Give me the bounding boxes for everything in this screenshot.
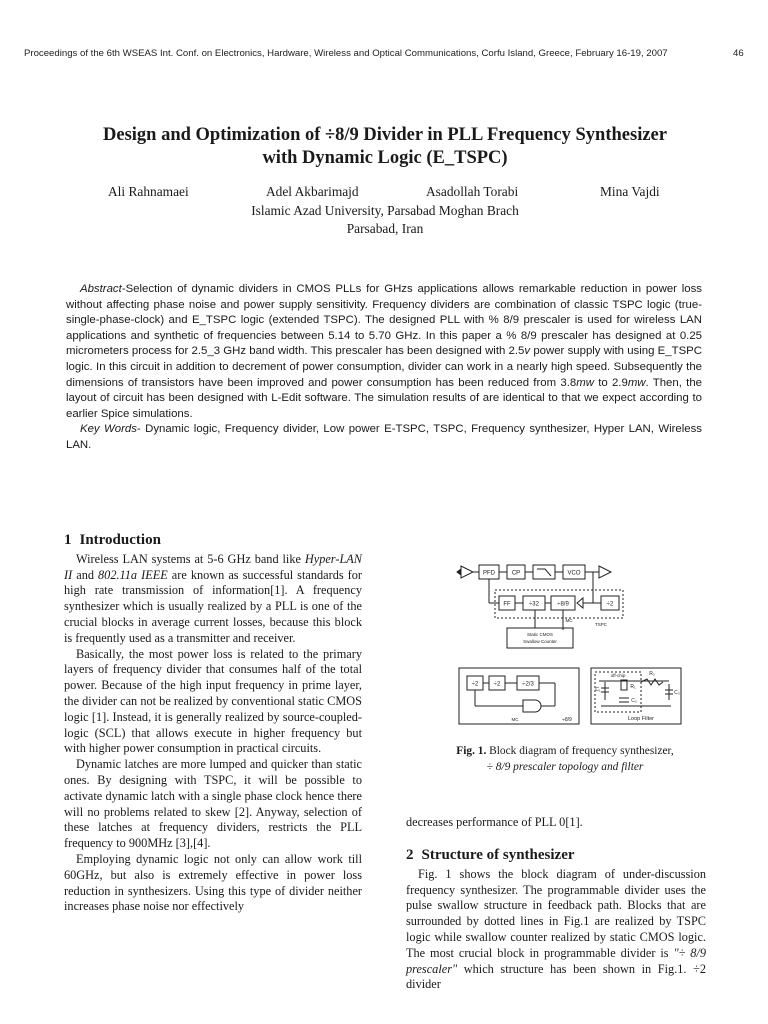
label-counter-2: Swallow Counter <box>523 639 557 644</box>
label-loop-filter: Loop Filter <box>628 716 654 722</box>
keywords-label: Key Words <box>80 423 137 436</box>
label-ff: FF <box>503 601 511 608</box>
keywords-paragraph <box>66 422 702 453</box>
intro-paragraph-3: Dynamic latches are more lumped and quicker than static ones. By designing with TSPC, it will be possible to activate dynamic latch with a single phase clock hence there will no problems related to skew [2]. Anyway, selection of these latches at frequency dividers, restricts the PLL frequency to 900MHz [3],[4]. <box>64 757 362 851</box>
label-pre-div2a: ÷2 <box>471 681 479 688</box>
label-vco: VCO <box>567 570 581 577</box>
intro-paragraph-4: Employing dynamic logic not only can allow work till 60GHz, but also is extremely effective in power loss reduction in synthesizers. Using this type of divider neither increases phase noise nor effectively <box>64 851 362 914</box>
label-r2: R₂ <box>649 671 655 677</box>
structure-paragraph-1: Fig. 1 shows the block diagram of under-discussion frequency synthesizer. The programmable divider uses the pulse swallow structure in feedback path. Blocks that are surrounded by dotted lines in Fig.1 are realized by TSPC logic while swallow counter realized by static CMOS logic. The most crucial block in programmable divider is "÷ 8/9 prescaler" which structure has been shown in Fig.1. ÷2 divider <box>406 866 706 992</box>
title-line-2: with Dynamic Logic (E_TSPC) <box>262 148 508 168</box>
block-diagram <box>455 560 685 730</box>
author-2: Adel Akbarimajd <box>266 184 359 199</box>
affiliation-line-1: Islamic Azad University, Parsabad Moghan Brach <box>251 203 519 218</box>
label-pre-div23: ÷2/3 <box>522 681 534 688</box>
right-column-section-2 <box>406 848 706 993</box>
reference-amplifier-symbol <box>461 566 473 578</box>
label-cp: CP <box>511 570 521 577</box>
label-c1: C₁ <box>595 687 601 693</box>
abstract <box>66 282 702 454</box>
section-2-heading: 2 Structure of synthesizer <box>406 847 575 863</box>
label-div2: ÷2 <box>606 601 614 608</box>
keywords-list: - Dynamic logic, Frequency divider, Low power E-TSPC, TSPC, Frequency synthesizer, Hyper LAN, Wireless LAN. <box>66 423 702 451</box>
page-number: 46 <box>733 48 744 59</box>
title-line-1: Design and Optimization of ÷8/9 Divider in PLL Frequency Synthesizer <box>103 125 667 145</box>
caption-text: Block diagram of frequency synthesizer, <box>486 745 674 757</box>
author-3: Asadollah Torabi <box>426 184 519 199</box>
label-r1: R₁ <box>630 684 636 690</box>
buffer-symbol <box>577 598 583 608</box>
section-1-heading: 1 Introduction <box>64 532 161 548</box>
figure-1 <box>455 560 685 730</box>
label-div32: ÷32 <box>529 601 539 608</box>
left-column <box>64 533 362 915</box>
label-pre-tag: ÷8/9 <box>562 717 572 723</box>
label-mc: MC <box>565 618 573 623</box>
intro-paragraph-2: Basically, the most power loss is related to the primary layers of frequency divider that consumes half of the total power. Because of the high input frequency in prime layer, the divider can not be realized by conventional static CMOS logic [1]. Instead, it is generally realized by source-coupled-logic (SCL) that allows execute in higher frequency but with higher power consumption in practical circuits. <box>64 646 362 756</box>
label-c3: C₃ <box>674 690 680 696</box>
right-continuation: decreases performance of PLL 0[1]. <box>406 815 583 829</box>
author-1: Ali Rahnamaei <box>108 184 189 199</box>
abstract-label: Abstract- <box>80 283 126 295</box>
label-pre-div2b: ÷2 <box>493 681 501 688</box>
label-pre-mc: MC <box>511 717 519 722</box>
filter-block <box>533 565 555 579</box>
intro-paragraph-1: Wireless LAN systems at 5-6 GHz band like Hyper-LAN II and 802.11a IEEE are known as successful standards for high rate transmission of information[1]. A frequency synthesizer which is usually realized by a PLL is one of the crucial blocks in average current losses, because this block is frequently used as a transmitter and receiver. <box>64 551 362 645</box>
paper-title <box>40 124 730 170</box>
label-pfd: PFD <box>483 570 495 577</box>
abstract-paragraph: Abstract-Selection of dynamic dividers in CMOS PLLs for GHzs applications allows remarkable reduction in power loss without affecting phase noise and power supply sensitivity. Frequency dividers are combination of classic TSPC logic (true-single-phase-clock) and E_TSPC logic (extended TSPC). The designed PLL with % 8/9 prescaler is used for wireless LAN applications and synthetic of frequencies between 5.14 to 5.70 GHz. In this paper a % 8/9 prescaler has designed at 0.25 micrometers process for 2.5_3 GHz band width. This prescaler has been designed with 2.5v power supply with using E_TSPC logic. In this circuit in addition to decrement of power consumption, divider can work in a nearly high speed. Subsequently the dimensions of transistors have been improved and power consumption has been reduced from 3.8mw to 2.9mw. Then, the layout of circuit has been designed with L-Edit software. The simulation results of are identical to that we expect according to earlier Spice simulations. <box>66 283 702 420</box>
label-div89: ÷8/9 <box>557 601 569 608</box>
swallow-counter-block <box>507 628 573 648</box>
caption-label: Fig. 1. <box>456 745 487 757</box>
caption-subtitle: ÷ 8/9 prescaler topology and filter <box>486 760 644 773</box>
author-4: Mina Vajdi <box>600 184 660 199</box>
proceedings-line: Proceedings of the 6th WSEAS Int. Conf. on Electronics, Hardware, Wireless and Optical Communications, Corfu Island, Greece, February 16-19, 2007 <box>24 48 668 59</box>
label-c2: C₂ <box>631 698 637 704</box>
output-buffer-symbol <box>599 566 611 578</box>
label-offchip: off-chip <box>610 673 626 678</box>
label-tspc: TSPC <box>594 622 608 627</box>
affiliation-line-2: Parsabad, Iran <box>346 221 424 236</box>
figure-1-caption <box>430 744 700 775</box>
label-counter-1: Static CMOS <box>526 632 554 637</box>
